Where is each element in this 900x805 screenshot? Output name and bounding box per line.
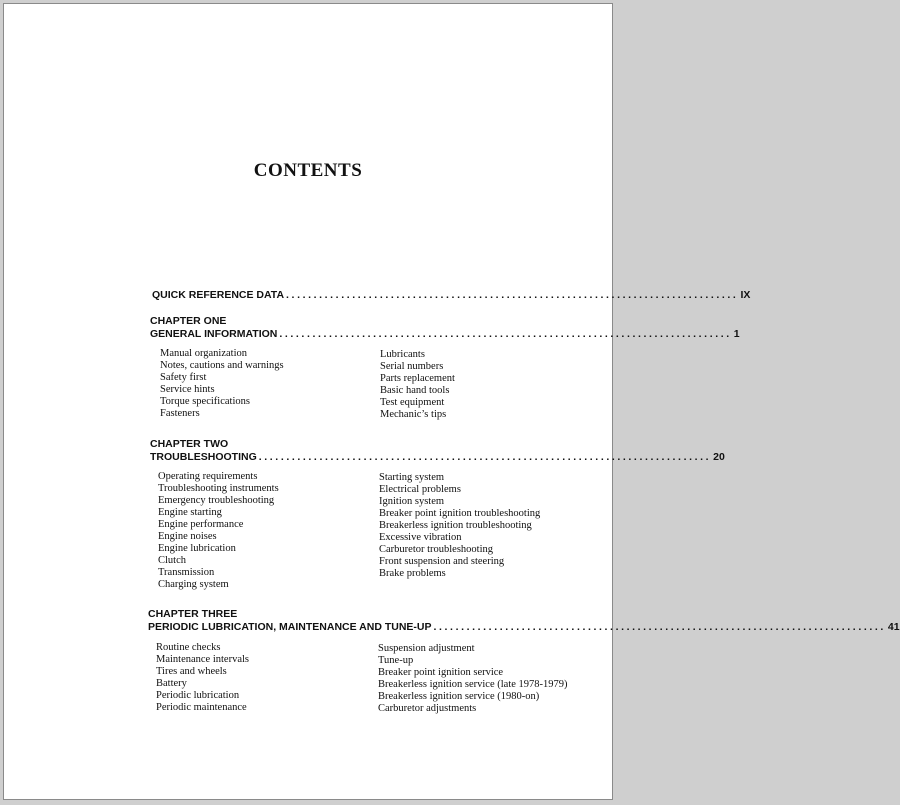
topic-item: Maintenance intervals (156, 654, 250, 665)
chapter-one-topics-right (380, 349, 455, 421)
toc-entry-label: QUICK REFERENCE DATA (152, 289, 285, 301)
topic-item: Carburetor adjustments (378, 703, 477, 714)
topic-item: Routine checks (156, 642, 221, 653)
toc-entry-chapter-one[interactable] (150, 328, 740, 340)
topic-item: Notes, cautions and warnings (160, 360, 284, 371)
topic-item: Tune-up (378, 655, 414, 666)
topic-item: Mechanic’s tips (380, 409, 447, 420)
chapter-three-label: CHAPTER THREE (148, 608, 238, 620)
topic-item: Battery (156, 678, 187, 689)
topic-item: Engine lubrication (158, 543, 236, 554)
topic-item: Engine performance (158, 519, 244, 530)
topic-item: Clutch (158, 555, 186, 566)
toc-entry-label: PERIODIC LUBRICATION, MAINTENANCE AND TUNE-UP (148, 621, 432, 633)
chapter-three-topics-right (378, 643, 568, 715)
toc-entry-label: GENERAL INFORMATION (150, 328, 278, 340)
topic-item: Manual organization (160, 348, 247, 359)
topic-item: Test equipment (380, 397, 445, 408)
topic-item: Lubricants (380, 349, 425, 360)
toc-page-number: 20 (713, 451, 725, 463)
page-title: CONTENTS (253, 160, 363, 181)
toc-leader-dots: .................................................................................. (433, 621, 886, 633)
toc-entry-quick-reference[interactable] (152, 289, 751, 301)
topic-item: Breakerless ignition service (1980-on) (378, 691, 540, 702)
topic-item: Safety first (160, 372, 207, 383)
topic-item: Ignition system (379, 496, 445, 507)
topic-item: Operating requirements (158, 471, 258, 482)
topic-item: Front suspension and steering (379, 556, 505, 567)
topic-item: Starting system (379, 472, 445, 483)
topic-item: Parts replacement (380, 373, 455, 384)
toc-page-number: 1 (733, 328, 740, 340)
chapter-two-topics-right (379, 472, 540, 580)
topic-item: Carburetor troubleshooting (379, 544, 494, 555)
topic-item: Engine starting (158, 507, 222, 518)
toc-page-number: 41 (887, 621, 900, 633)
toc-leader-dots: .................................................................................. (258, 451, 712, 463)
topic-item: Suspension adjustment (378, 643, 475, 654)
chapter-two-topics-left (158, 471, 279, 591)
topic-item: Breaker point ignition service (378, 667, 504, 678)
topic-item: Periodic lubrication (156, 690, 240, 701)
topic-item: Breaker point ignition troubleshooting (379, 508, 541, 519)
document-page (3, 3, 900, 800)
topic-item: Breakerless ignition troubleshooting (379, 520, 532, 531)
topic-item: Brake problems (379, 568, 446, 579)
topic-item: Periodic maintenance (156, 702, 247, 713)
topic-item: Tires and wheels (156, 666, 227, 677)
toc-entry-chapter-two[interactable] (150, 451, 725, 463)
topic-item: Electrical problems (379, 484, 461, 495)
topic-item: Service hints (160, 384, 215, 395)
topic-item: Charging system (158, 579, 229, 590)
chapter-one-label: CHAPTER ONE (150, 315, 227, 327)
topic-item: Transmission (158, 567, 215, 578)
topic-item: Fasteners (160, 408, 200, 419)
topic-item: Engine noises (158, 531, 217, 542)
chapter-one-topics-left (160, 348, 284, 420)
toc-entry-label: TROUBLESHOOTING (150, 451, 257, 463)
chapter-three-topics-left (156, 642, 249, 714)
topic-item: Troubleshooting instruments (158, 483, 279, 494)
topic-item: Excessive vibration (379, 532, 462, 543)
toc-leader-dots: .................................................................................. (279, 328, 732, 340)
toc-entry-chapter-three[interactable] (148, 621, 900, 633)
toc-page-number: IX (740, 289, 751, 301)
topic-item: Breakerless ignition service (late 1978-1979) (378, 679, 568, 690)
topic-item: Serial numbers (380, 361, 444, 372)
topic-item: Basic hand tools (380, 385, 450, 396)
chapter-two-label: CHAPTER TWO (150, 438, 229, 450)
topic-item: Torque specifications (160, 396, 250, 407)
topic-item: Emergency troubleshooting (158, 495, 275, 506)
toc-leader-dots: .................................................................................. (286, 289, 739, 301)
